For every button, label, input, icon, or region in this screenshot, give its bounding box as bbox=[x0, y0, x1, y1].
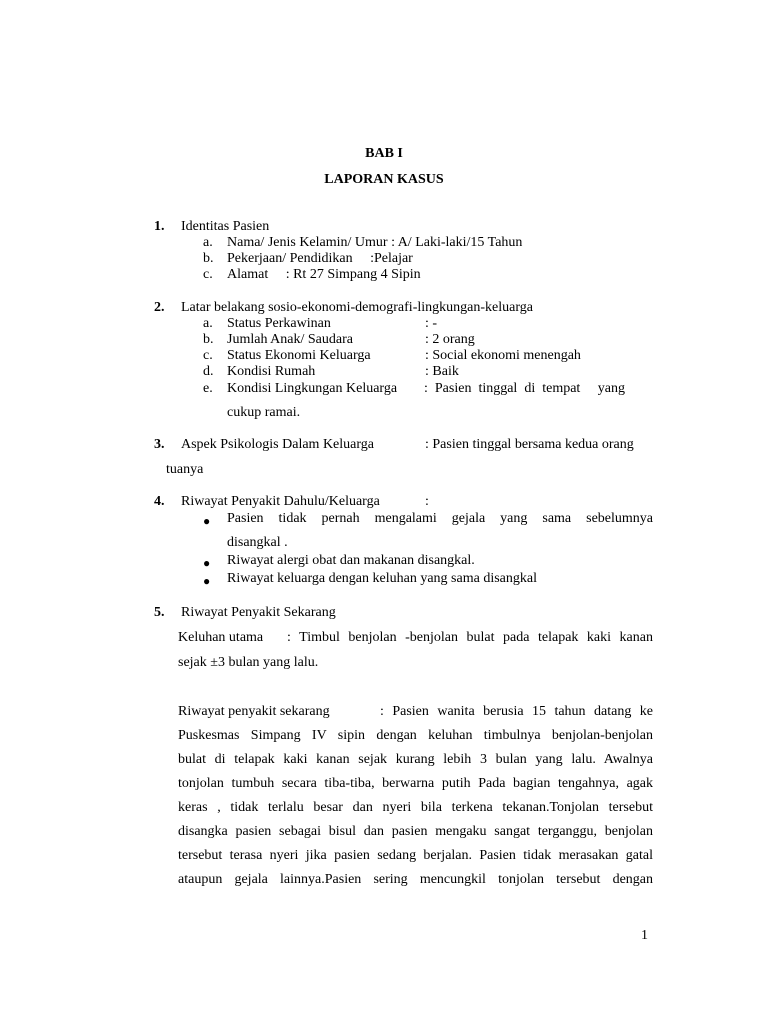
list-item: Nama/ Jenis Kelamin/ Umur : A/ Laki-laki/15 Tahun bbox=[227, 235, 523, 250]
bullet-text: Pasien tidak pernah mengalami gejala yang sama sebelumnya bbox=[227, 511, 653, 526]
riwayat-line: : Pasien wanita berusia 15 tahun datang ke bbox=[380, 704, 653, 719]
list-letter: c. bbox=[203, 267, 213, 282]
continuation-text: tuanya bbox=[166, 462, 204, 477]
bullet-icon: ● bbox=[203, 556, 211, 570]
list-item-value: : 2 orang bbox=[425, 332, 475, 347]
list-item-label: Kondisi Rumah bbox=[227, 364, 316, 379]
bullet-continuation: disangkal . bbox=[227, 535, 288, 550]
section-number: 3. bbox=[154, 437, 165, 452]
keluhan-label: Keluhan utama bbox=[178, 630, 264, 645]
section-heading: Identitas Pasien bbox=[181, 219, 270, 234]
riwayat-line: bulat di telapak kaki kanan sejak kurang lebih 3 bulan yang lalu. Awalnya bbox=[178, 752, 653, 767]
riwayat-line: Puskesmas Simpang IV sipin dengan keluhan timbulnya benjolan-benjolan bbox=[178, 728, 653, 743]
list-letter: c. bbox=[203, 348, 213, 363]
list-item-label: Status Ekonomi Keluarga bbox=[227, 348, 371, 363]
section-heading: Aspek Psikologis Dalam Keluarga bbox=[181, 437, 374, 452]
section-colon: : bbox=[425, 494, 429, 509]
section-heading: Latar belakang sosio-ekonomi-demografi-lingkungan-keluarga bbox=[181, 300, 533, 315]
bullet-text: Riwayat alergi obat dan makanan disangkal. bbox=[227, 553, 475, 568]
list-item-value: : Pasien tinggal di tempat yang bbox=[424, 381, 626, 396]
riwayat-label: Riwayat penyakit sekarang bbox=[178, 704, 330, 719]
list-item: Alamat : Rt 27 Simpang 4 Sipin bbox=[227, 267, 421, 282]
list-item-label: Status Perkawinan bbox=[227, 316, 331, 331]
list-letter: e. bbox=[203, 381, 213, 396]
bullet-icon: ● bbox=[203, 514, 211, 528]
bullet-text: Riwayat keluarga dengan keluhan yang sama disangkal bbox=[227, 571, 537, 586]
riwayat-line: disangka pasien sebagai bisul dan pasien mengaku sangat terganggu, benjolan bbox=[178, 824, 653, 839]
section-number: 2. bbox=[154, 300, 165, 315]
riwayat-line: ataupun gejala lainnya.Pasien sering mencungkil tonjolan tersebut dengan bbox=[178, 872, 653, 887]
list-item-value: : Social ekonomi menengah bbox=[425, 348, 581, 363]
list-letter: a. bbox=[203, 235, 213, 250]
list-item: Pekerjaan/ Pendidikan :Pelajar bbox=[227, 251, 413, 266]
riwayat-line: tonjolan tumbuh secara tiba-tiba, berwarna putih Pada bagian tengahnya, agak bbox=[178, 776, 653, 791]
list-item-label: Kondisi Lingkungan Keluarga bbox=[227, 381, 398, 396]
section-number: 1. bbox=[154, 219, 165, 234]
document-title: LAPORAN KASUS bbox=[324, 172, 444, 187]
list-letter: b. bbox=[203, 251, 214, 266]
riwayat-line: tersebut terasa nyeri jika pasien sedang berjalan. Pasien tidak merasakan gatal bbox=[178, 848, 653, 863]
list-letter: b. bbox=[203, 332, 214, 347]
list-item-label: Jumlah Anak/ Saudara bbox=[227, 332, 353, 347]
continuation-text: cukup ramai. bbox=[227, 405, 301, 420]
page-number: 1 bbox=[641, 928, 648, 943]
section-heading: Riwayat Penyakit Sekarang bbox=[181, 605, 336, 620]
section-number: 4. bbox=[154, 494, 165, 509]
list-letter: a. bbox=[203, 316, 213, 331]
riwayat-line: keras , tidak terlalu besar dan nyeri bila terkena tekanan.Tonjolan tersebut bbox=[178, 800, 653, 815]
list-item-value: : - bbox=[425, 316, 438, 331]
list-letter: d. bbox=[203, 364, 214, 379]
section-number: 5. bbox=[154, 605, 165, 620]
keluhan-value: : Timbul benjolan -benjolan bulat pada telapak kaki kanan bbox=[287, 630, 653, 645]
bullet-icon: ● bbox=[203, 574, 211, 588]
keluhan-continuation: sejak ±3 bulan yang lalu. bbox=[178, 655, 319, 670]
chapter-heading: BAB I bbox=[365, 146, 403, 161]
section-heading: Riwayat Penyakit Dahulu/Keluarga bbox=[181, 494, 380, 509]
section-value: : Pasien tinggal bersama kedua orang bbox=[425, 437, 634, 452]
list-item-value: : Baik bbox=[425, 364, 459, 379]
